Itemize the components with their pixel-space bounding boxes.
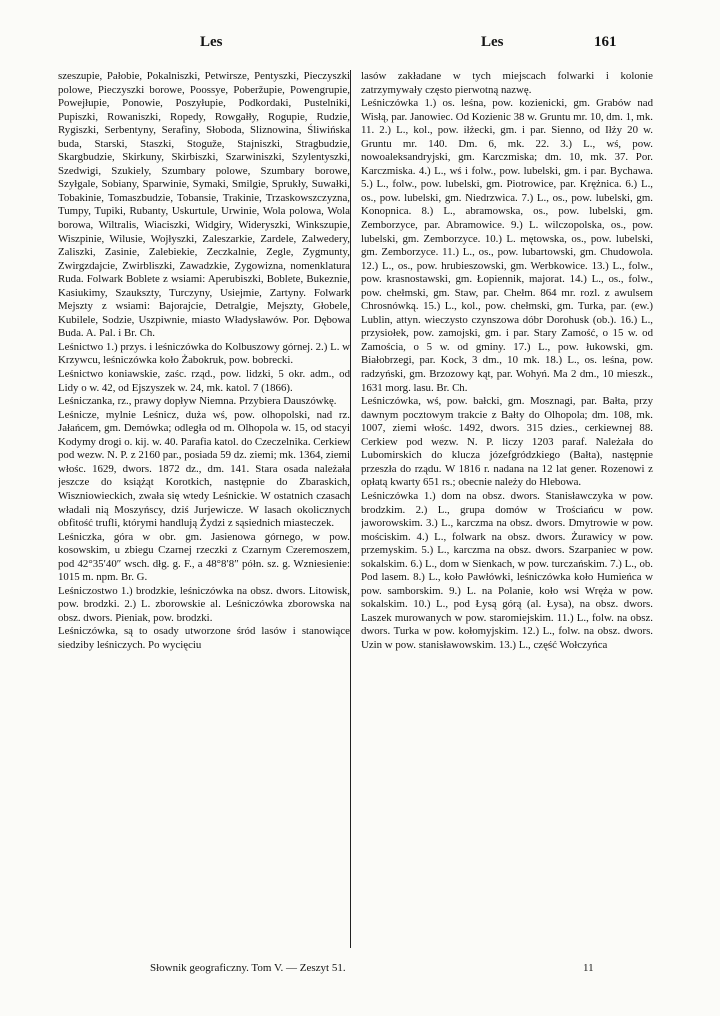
running-head-right: Les: [481, 34, 504, 50]
entry-paragraph: szeszupie, Pałobie, Pokalniszki, Petwirsze, Pentyszki, Pieczyszki polowe, Pieczyszki borowe, Poossye, Poberžupie, Powengrupie, Powejłupie, Ponowie, Poszyłupie, Podkordaki, Pustelniki, Pupiszki, Rowaniszki, Ropedy, Rowgałły, Rogupie, Rudzie, Rygiszki, Serbentyny, Serafiny, Słoboda, Sliznowina, Śliwińska buda, Starski, Staszki, Stoguže, Stajniszki, Stragbudzie, Skargbudzie, Skirkuny, Skirbiszki, Szarwiniszki, Szylentyszki, Szedwigi, Szukiely, Szumbary polowe, Szumbary borowe, Szyłgale, Sobiany, Sparwinie, Symaki, Smilgie, Sprukły, Suwałki, Tobakinie, Tomaszbudzie, Tobansie, Trakinie, Trzaskowszczyzna, Tumpy, Tupiki, Rubanty, Uskurtule, Urwinie, Wola polowa, Wola borowa, Wiltralis, Wiaciszki, Widgiry, Wideryszki, Winkszupie, Wiszpinie, Wilusie, Wojłyszki, Zaleszarkie, Zardele, Zalwedery, Zaliszki, Zasinie, Zalebiekie, Zeczkalnie, Zegle, Zygmunty, Zwirgzdajcie, Zwirbliszki, Zawadzkie, Zygowizna, nomenklatura Ruda. Folwark Boblete z wsiami: Aperubiszki, Boblete, Bukeznie, Kasiukimy, Szaukszty, Turczyny, Usiejmie, Zartyny. Folwark Mejszty z wsiami: Bajorajcie, Detralgie, Mejszty, Głobele, Kubilele, Sodzie, Uszpiwnie, miasto Władysławów. Por. Dębowa Buda. A. Pal. i Br. Ch.: [58, 70, 350, 340]
right-column: [361, 70, 653, 954]
footer-publication: Słownik geograficzny. Tom V. — Zeszyt 51.: [150, 962, 346, 974]
entry-lesnictwo: Leśnictwo 1.) przys. i leśniczówka do Kolbuszowy górnej. 2.) L. w Krzywcu, leśniczówka koło Żabokruk, pow. bobrecki.: [58, 340, 350, 367]
running-head-left: Les: [200, 34, 223, 50]
left-column: [58, 70, 350, 954]
entry-continuation: lasów zakładane w tych miejscach folwarki i kolonie zatrzymywały często pierwotną nazwę.: [361, 70, 653, 96]
entry-lesniczowka-2: Leśniczówka, wś, pow. bałcki, gm. Mosznagi, par. Bałta, przy dawnym pocztowym trakcie z Bałty do Olhopola; dm. 108, mk. 1007, ziemi włośc. 1492, dwors. 315 dzies., cerkiewnej 88. Cerkiew pod wezw. N. P. liczy 1203 paraf. Należała do Lubomirskich do klucza józefgródzkiego (Bałta), następnie przeszła do rządu. W 1816 r. nadana na 12 lat gener. Rozenowi z opłatą kwarty 651 rs.; obecnie należy do Hlebowa.: [361, 395, 653, 489]
column-divider: [350, 70, 351, 948]
entry-lesniczowka-3: Leśniczówka 1.) dom na obsz. dwors. Stanisławczyka w pow. brodzkim. 2.) L., grupa domów w Trościańcu w pow. jaworowskim. 3.) L., karczma na obsz. dwors. Dmytrowie w pow. mościskim. 4.) L., folwark na obsz. dwors. Żurawicy w pow. przemyskim. 5.) L., karczma na obsz. dwors. Szarpaniec w pow. sokalskim. 6.) L., dom w Sienkach, w pow. turczańskim. 7.) L., ob. Pod lasem. 8.) L., koło Pawłówki, leśniczówka koło Humieńca w pow. samborskim. 9.) L. na Polanie, koło wsi Wręża w pow. sokalskim. 10.) L., pod Łysą górą (al. Łysa), na obsz. dwors. Laszek murowanych w pow. staromiejskim. 11.) L., folw. na obsz. dwors. Turka w pow. kołomyjskim. 12.) L., folw. na obsz. dwors. Uzin w pow. stanisławowskim. 13.) L., część Wołczyńca: [361, 489, 653, 651]
entry-lesniczowka-1: Leśniczówka 1.) os. leśna, pow. kozienicki, gm. Grabów nad Wisłą, par. Janowiec. Od Kozienic 38 w. Gruntu mr. 10, dm. 1, mk. 11. 2.) L., kol., pow. iłżecki, gm. i par. Sienno, od Iłży 20 w. Gruntu mr. 140. Dm. 6, mk. 22. 3.) L., wś, pow. nowoaleksandryjski, gm. Karczmiska; dm. 10, mk. 37. Por. Karczmiska. 4.) L., wś i folw., pow. lubelski, gm. i par. Bychawa. 5.) L., folw., pow. lubelski, gm. Piotrowice, par. Krężnica. 6.) L., os., pow. lubelski, gm. Niedrzwica. 7.) L., os., pow. lubelski, gm. Konopnica. 8.) L., abramowska, os., pow. lubelski, gm. Zemborzyce, par. Abramowice. 9.) L. wilczopolska, os., pow. lubelski, gm. Zemborzyce. 10.) L. mętowska, os., pow. lubelski, gm. Zemborzyce. 11.) L., os., pow. lubartowski, gm. Chudowola. 12.) L., os., pow. hrubieszowski, gm. Werbkowice. 13.) L., folw., pow. krasnostawski, gm. Łopiennik, majorat. 14.) L., os., folw., pow. chełmski, gm. Staw, par. Chełm. 864 mr. rozl. z awulsem Chrosnówką. 15.) L., kol., pow. chełmski, gm. Turka, par. (ew.) Lublin, attyn. wieczysto czynszowa dóbr Dorohusk (ob.). 16.) L., przysiołek, pow. zamojski, gm. i par. Stary Zamość, o 15 w. od Zamościa, o 5 w. od gminy. 17.) L., pow. łukowski, gm. Białobrzegi, par. Kock, 3 dm., 10 mk. 18.) L., os. leśna, pow. radzyński, gm. Brzozowy kąt, par. Wohyń. Ma 2 dm., 10 mieszk., 1631 morg. lasu. Br. Ch.: [361, 97, 653, 394]
entry-lesnicze: Leśnicze, mylnie Leśnicz, duża wś, pow. olhopolski, nad rz. Jałańcem, gm. Demówka; odległa od m. Olhopola w. 15, od stacyi Kodymy drogi o. kij. w. 40. Parafia katol. do Czeczelnika. Cerkiew pod wezw. N. P. z 2160 par., posiada 59 dz. ziemi; mk. 1364, ziemi włośc. 1629, dwors. 1872 dz., dm. 141. Stara osada należała jeszcze do książąt Korotkich, następnie do Zbaraskich, Wiszniowieckich, zwała się wtedy Leśnickie. W ostatnich czasach władali nią Moszyńscy, dziś Jurjewicze. W lasach okolicznych obfitość trufli, którymi handlują Żydzi z sąsiednich miasteczek.: [58, 408, 350, 530]
page-number: 161: [594, 34, 617, 50]
entry-lesniczowka-definition: Leśniczówka, są to osady utworzone śród lasów i stanowiące siedziby leśniczych. Po wycięciu: [58, 625, 350, 651]
entry-lesnictwo-koniawskie: Leśnictwo koniawskie, zaśc. rząd., pow. lidzki, 5 okr. adm., od Lidy o w. 42, od Ejszyszek w. 24, mk. katol. 7 (1866).: [58, 368, 350, 394]
entry-lesniczostwo: Leśniczostwo 1.) brodzkie, leśniczówka na obsz. dwors. Litowisk, pow. brodzki. 2.) L. zborowskie al. Leśniczówka zborowska na obsz. dwors. Pieniak, pow. brodzki.: [58, 584, 350, 624]
entry-lesniczanka: Leśniczanka, rz., prawy dopływ Niemna. Przybiera Dauszówkę.: [58, 395, 337, 408]
entry-lesniczka: Leśniczka, góra w obr. gm. Jasienowa górnego, w pow. kosowskim, u zbiegu Czarnej rzeczki z Czarnym Czeremoszem, pod 42°35′40″ wsch. dłg. g. F., a 48°8′8″ półn. sz. g. Wzniesienie: 1015 m. npm. Br. G.: [58, 530, 350, 584]
footer-signature: 11: [583, 962, 594, 974]
